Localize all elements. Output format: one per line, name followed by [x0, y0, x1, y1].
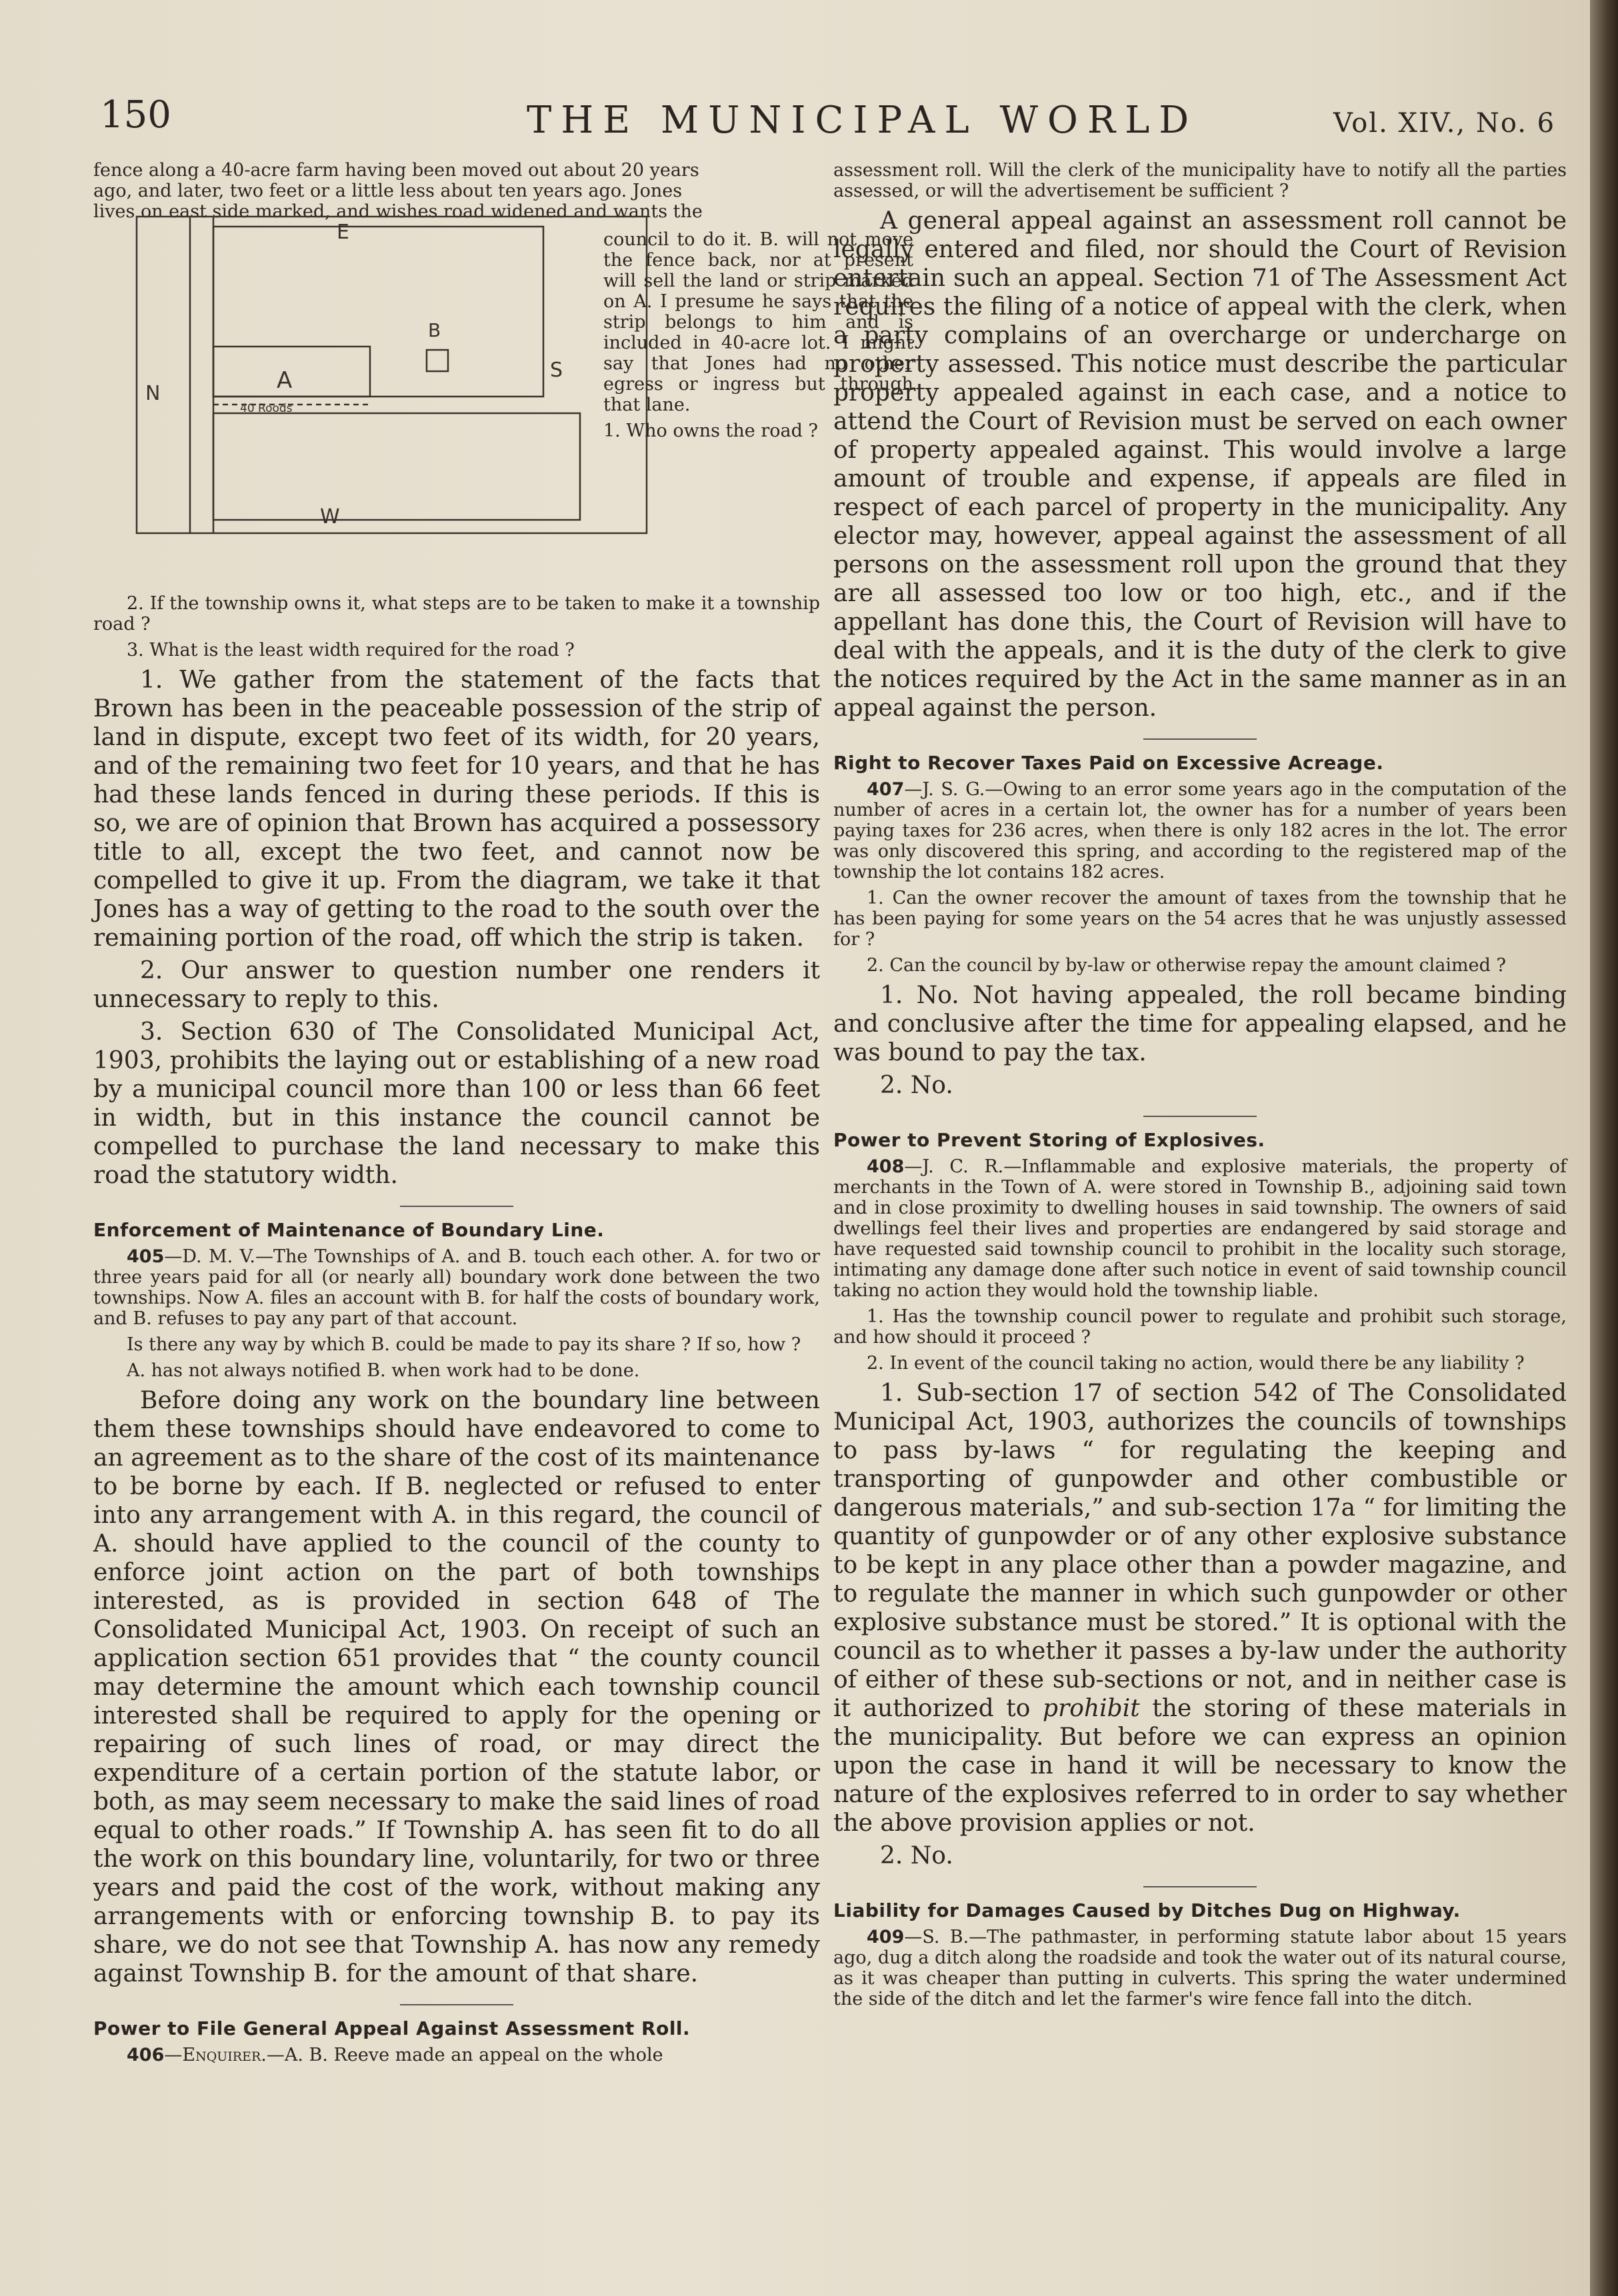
section-406-answer: A general appeal against an assessment roll cannot be legally entered and filed, nor should the Court of Revision entertain such an appeal. Section 71 of The Assessment Act requires the filing of a notice of appeal with the clerk, when a party complains of an overcharge or undercharge on property assessed. This notice must describe the particular property appealed against in each case, and a notice to attend the Court of Revision must be served on each owner of property appealed against. This would involve a large amount of trouble and expense, if appeals are filed in respect of each parcel of property in the municipality. Any elector may, however, appeal against the assessment of all persons on the assessment roll upon the ground that they are all assessed too low or too high, etc., and if the appellant has done this, the Court of Revision will have to deal with the appeals, and it is the duty of the clerk to give the notices required by the Act in the same manner as in an appeal against the person. — [833, 207, 1567, 722]
question-2: 2. If the township owns it, what steps are to be taken to make it a township road ? — [93, 593, 820, 634]
page-number: 150 — [100, 93, 171, 137]
answer-text-pre: 1. Sub-section 17 of section 542 of The Consolidated Municipal Act, 1903, authorizes the councils of townships to pass by-laws “ for regulating the keeping and transporting of gunpowder and other combustible or dangerous materials,” and sub-section 17a “ for limiting the quantity of gunpowder or of any other explosive substance to be kept in any place other than a powder magazine, and to regulate the manner in which such gunpowder or other explosive substance must be stored.” It is optional with the council as to whether it passes a by-law under the authority of either of these sub-sections or not, and in neither case is it authorized to — [833, 1380, 1567, 1722]
answer-text-post: the storing of these materials in the municipality. But before we can express an opinion upon the case in hand it will be necessary to know the nature of the explosives referred to in order to say whether the above provision applies or not. — [833, 1695, 1567, 1837]
right-column — [833, 160, 1567, 2015]
section-407-question-2: 2. Can the council by by-law or otherwise repay the amount claimed ? — [867, 955, 1506, 976]
section-407-heading: Right to Recover Taxes Paid on Excessive Acreage. — [833, 752, 1384, 774]
query-text: —A. B. Reeve made an appeal on the whole — [266, 2045, 663, 2065]
intro-line-3: lives on east side marked, and wishes road widened and wants the — [93, 201, 703, 222]
label-b: B — [428, 319, 441, 341]
volume-number: Vol. XIV., No. 6 — [1333, 108, 1556, 139]
section-408-question-1: 1. Has the township council power to regulate and prohibit such storage, and how should it proceed ? — [833, 1306, 1567, 1348]
section-divider — [1143, 1116, 1257, 1117]
section-405-heading: Enforcement of Maintenance of Boundary Line. — [93, 1219, 605, 1241]
label-e: E — [337, 221, 349, 244]
diagram-side-paragraph: council to do it. B. will not move the fence back, nor at present will sell the land or strip marked on A. I presume he says that the strip belongs to him and is included in 40-acre lot. I might say that Jones had no other egress or ingress but through that lane. — [603, 229, 913, 415]
section-406-heading: Power to File General Appeal Against Assessment Roll. — [93, 2017, 691, 2039]
forty-acre-lot — [213, 227, 543, 397]
section-405-question — [93, 1246, 820, 1329]
section-409-question — [833, 1927, 1567, 2009]
answer-2: 2. Our answer to question number one renders it unnecessary to reply to this. — [93, 957, 820, 1013]
book-spine — [1590, 0, 1618, 2296]
question-1: 1. Who owns the road ? — [603, 421, 818, 441]
section-408-answer-2: 2. No. — [880, 1842, 953, 1869]
section-408-question — [833, 1156, 1567, 1301]
section-405-answer: Before doing any work on the boundary line between them these townships should have endeavored to come to an agreement as to the share of the cost of its maintenance to be borne by each. If B. neglected or refused to enter into any arrangement with A. in this regard, the council of A. should have applied to the council of the county to enforce joint action on the part of both townships interested, as is provided in section 648 of The Consolidated Municipal Act, 1903. On receipt of such an application section 651 provides that “ the county council may determine the amount which each township council interested shall be required to apply for the opening or repairing of such lines of road, or may direct the expenditure of a certain portion of the statute labor, or both, as may seem necessary to make the said lines of road equal to other roads.” If Township A. has seen fit to do all the work on this boundary line, voluntarily, for two or three years and paid the cost of the work, without making any arrangements with or enforcing township B. to pay its share, we do not see that Township A. has now any remedy against Township B. for the amount of that share. — [93, 1387, 820, 1987]
lower-lot — [213, 413, 580, 520]
section-408-question-2: 2. In event of the council taking no action, would there be any liability ? — [867, 1353, 1525, 1374]
query-number: 405 — [127, 1246, 165, 1267]
question-3: 3. What is the least width required for the road ? — [127, 640, 575, 660]
query-text: —J. C. R.—Inflammable and explosive materials, the property of merchants in the Town of A. were stored in Township B., adjoining said town and in close proximity to dwelling houses in said township. The owners of said dwellings feel their lives and properties are endangered by said storage and have requested said township council to prohibit in the locality such storage, intimating any damage done after such notice in event of said township council taking no action they would hold the township liable. — [833, 1156, 1567, 1301]
section-407-answer-1: 1. No. Not having appealed, the roll became binding and conclusive after the time for appealing elapsed, and he was bound to pay the tax. — [833, 982, 1567, 1066]
query-text: —S. B.—The pathmaster, in performing statute labor about 15 years ago, dug a ditch along the roadside and took the water out of its natural course, as it was cheaper than putting in culverts. This spring the water undermined the side of the ditch and let the farmer's wire fence fall into the ditch. — [833, 1927, 1567, 2009]
section-409-heading: Liability for Damages Caused by Ditches Dug on Highway. — [833, 1899, 1461, 1921]
section-405-question-3: A. has not always notified B. when work had to be done. — [127, 1360, 640, 1381]
house-b — [427, 350, 448, 371]
section-408-answer-1 — [833, 1379, 1567, 1837]
query-number: 406 — [127, 2045, 165, 2065]
query-sender: —Enquirer. — [164, 2045, 267, 2065]
section-407-question — [833, 779, 1567, 882]
answer-emphasis: prohibit — [1043, 1695, 1140, 1722]
answer-1: 1. We gather from the statement of the facts that Brown has been in the peaceable possession of the strip of land in dispute, except two feet of its width, for 20 years, and of the remaining two feet for 10 years, and that he has had these lands fenced in during these periods. If this is so, we are of opinion that Brown has acquired a possessory title to all, except the two feet, and cannot now be compelled to give it up. From the diagram, we take it that Jones has a way of getting to the road to the south over the remaining portion of the road, off which the strip is taken. — [93, 666, 820, 952]
intro-line-2: ago, and later, two feet or a little less about ten years ago. Jones — [93, 181, 683, 201]
section-divider — [400, 1206, 513, 1207]
section-407-answer-2: 2. No. — [880, 1072, 953, 1099]
label-40-roods: 40 Roods — [240, 402, 293, 415]
publication-title: THE MUNICIPAL WORLD — [527, 99, 1199, 142]
query-number: 408 — [867, 1156, 905, 1177]
section-divider — [1143, 1886, 1257, 1887]
questions-2-3 — [93, 593, 820, 640]
query-text: —D. M. V.—The Townships of A. and B. touch each other. A. for two or three years paid for all (or nearly all) boundary work done between the two townships. Now A. files an account with B. for half the costs of boundary work, and B. refuses to pay any part of that account. — [93, 1246, 820, 1329]
label-a: A — [277, 367, 293, 394]
intro-line-1: fence along a 40-acre farm having been moved out about 20 years — [93, 160, 699, 181]
section-405-question-2: Is there any way by which B. could be made to pay its share ? If so, how ? — [127, 1334, 801, 1355]
boundary-diagram — [113, 213, 667, 540]
section-divider — [400, 2004, 513, 2005]
section-406-question — [93, 2045, 820, 2065]
section-407-question-1: 1. Can the owner recover the amount of taxes from the township that he has been paying for some years on the 54 acres that he was unjustly assessed for ? — [833, 888, 1567, 950]
label-w: W — [320, 505, 340, 529]
label-s: S — [550, 359, 563, 382]
label-n: N — [145, 382, 161, 405]
page-header — [0, 93, 1590, 147]
section-406-question-cont: assessment roll. Will the clerk of the municipality have to notify all the parties assessed, or will the advertisement be sufficient ? — [833, 160, 1567, 201]
query-number: 407 — [867, 779, 905, 800]
diagram-block — [93, 160, 913, 634]
query-text: —J. S. G.—Owing to an error some years ago in the computation of the number of acres in a certain lot, the owner has for a number of years been paying taxes for 236 acres, when there is only 182 acres in the lot. The error was only discovered this spring, and according to the registered map of the township the lot contains 182 acres. — [833, 779, 1567, 882]
answer-3: 3. Section 630 of The Consolidated Municipal Act, 1903, prohibits the laying out or establishing of a new road by a municipal council more than 100 or less than 66 feet in width, but in this instance the council cannot be compelled to purchase the land necessary to make this road the statutory width. — [93, 1018, 820, 1189]
section-divider — [1143, 738, 1257, 740]
query-number: 409 — [867, 1927, 905, 1947]
section-408-heading: Power to Prevent Storing of Explosives. — [833, 1129, 1265, 1151]
